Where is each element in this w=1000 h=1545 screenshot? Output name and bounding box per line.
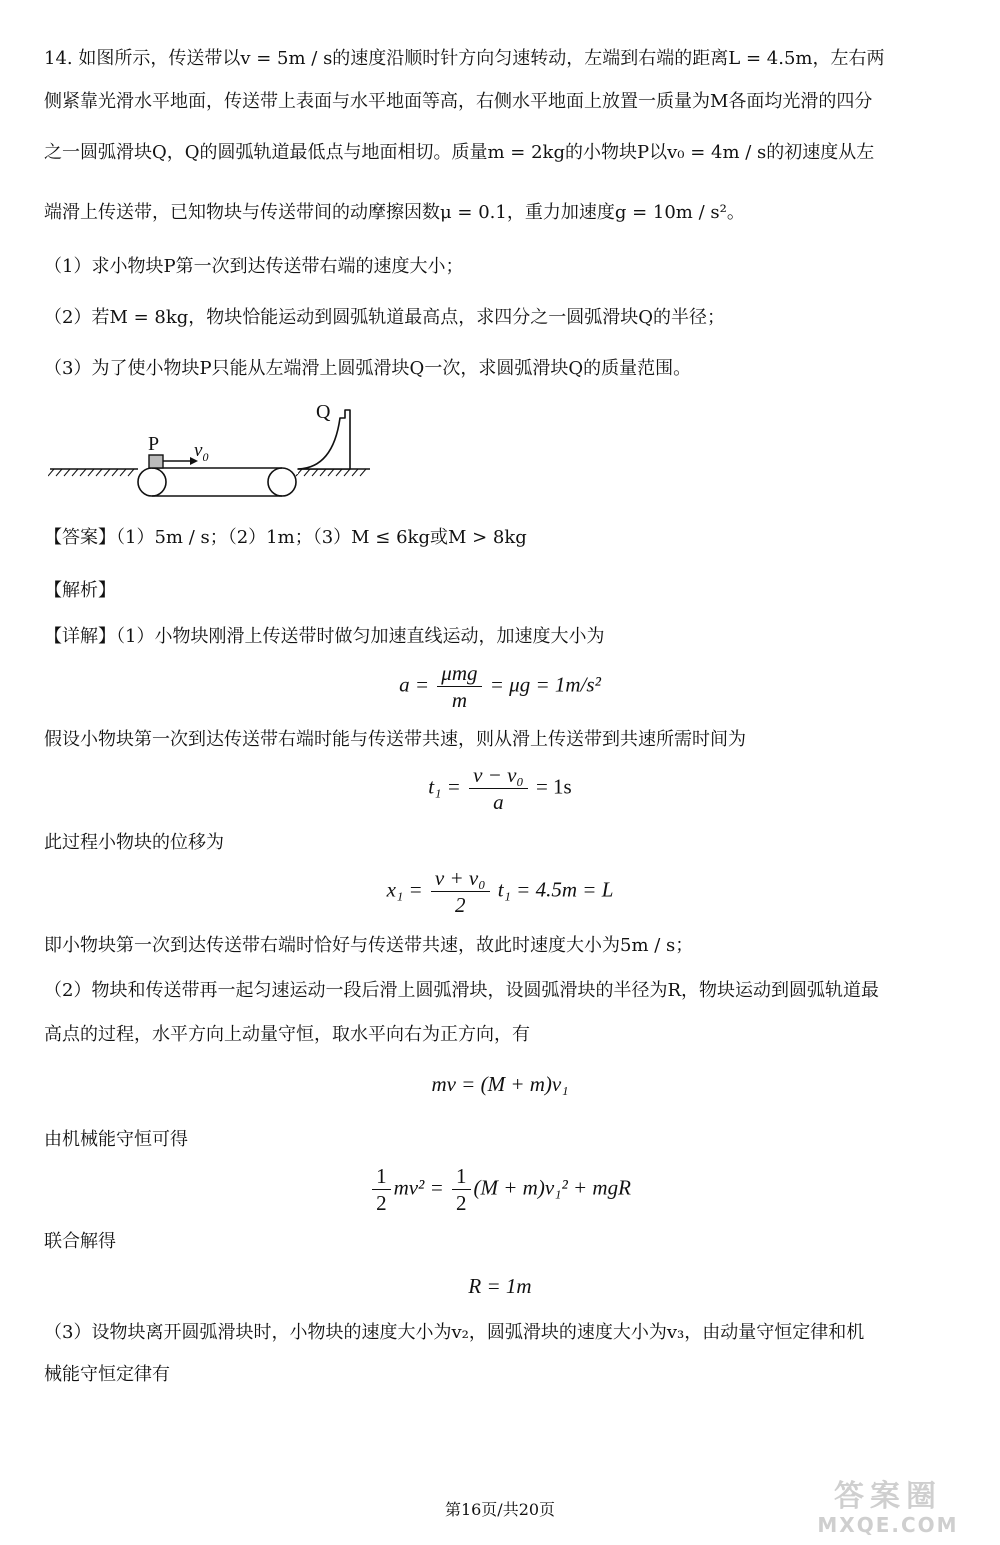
- label-p: P: [148, 433, 160, 455]
- watermark-top: 答案圈: [834, 1479, 942, 1514]
- watermark-bottom: MXQE.COM: [817, 1513, 959, 1537]
- solution-step-1: 【详解】（1）小物块刚滑上传送带时做匀加速直线运动，加速度大小为: [44, 626, 605, 647]
- equation-momentum: mv = (M + m)v₁: [431, 1072, 569, 1096]
- solution-step-6: 由机械能守恒可得: [44, 1129, 188, 1150]
- answer-line: 【答案】（1）5m / s；（2）1m；（3）M ≤ 6kg或M > 8kg: [44, 527, 527, 548]
- block-p: [149, 455, 163, 468]
- solution-step-8a: （3）设物块离开圆弧滑块时，小物块的速度大小为v₂，圆弧滑块的速度大小为v₃，由动量守恒定律和机: [44, 1322, 865, 1343]
- conveyor-figure: [48, 396, 378, 506]
- equation-time: t₁ = $\frac{\text{v − v₀}}{a}$ = 1s: [428, 763, 572, 814]
- right-pulley: [268, 468, 296, 496]
- watermark: [798, 1480, 978, 1540]
- solution-step-2: 假设小物块第一次到达传送带右端时能与传送带共速，则从滑上传送带到共速所需时间为: [44, 729, 746, 750]
- equation-radius: R = 1m: [468, 1274, 532, 1298]
- solution-step-7: 联合解得: [44, 1231, 116, 1252]
- problem-line-2: 侧紧靠光滑水平地面，传送带上表面与水平地面等高，右侧水平地面上放置一质量为M各面均光滑的四分: [44, 91, 873, 112]
- problem-line-4: 端滑上传送带，已知物块与传送带间的动摩擦因数μ = 0.1，重力加速度g = 10m / s²。: [44, 202, 745, 223]
- left-pulley: [138, 468, 166, 496]
- problem-line-1: 14. 如图所示，传送带以v = 5m / s的速度沿顺时针方向匀速转动，左端到右端的距离L = 4.5m，左右两: [44, 48, 885, 69]
- equation-displacement: x₁ = $\frac{\text{v + v₀}}{2}$ t₁ = 4.5m = L: [386, 866, 614, 917]
- question-1: （1）求小物块P第一次到达传送带右端的速度大小；: [44, 256, 464, 277]
- solution-step-4: 即小物块第一次到达传送带右端时恰好与传送带共速，故此时速度大小为5m / s；: [44, 935, 694, 956]
- label-v0: $v_0$: [194, 440, 209, 464]
- analysis-label: 【解析】: [44, 580, 116, 601]
- label-q: Q: [316, 401, 331, 423]
- page-footer: 第16页/共20页: [444, 1500, 556, 1519]
- question-3: （3）为了使小物块P只能从左端滑上圆弧滑块Q一次，求圆弧滑块Q的质量范围。: [44, 358, 692, 379]
- solution-step-8b: 械能守恒定律有: [44, 1364, 170, 1385]
- equation-energy: $\frac{1}{2}$ mv² = $\frac{1}{2}$ (M + m)v₁² + mgR: [0, 1163, 1000, 1216]
- equation-acceleration: a = $\frac{\text{μmg}}{m}$ = μg = 1m/s²: [399, 661, 601, 712]
- problem-line-3: 之一圆弧滑块Q，Q的圆弧轨道最低点与地面相切。质量m = 2kg的小物块P以v₀ = 4m / s的初速度从左: [44, 142, 875, 163]
- solution-step-3: 此过程小物块的位移为: [44, 832, 224, 853]
- solution-step-5a: （2）物块和传送带再一起匀速运动一段后滑上圆弧滑块，设圆弧滑块的半径为R，物块运动到圆弧轨道最: [44, 980, 879, 1001]
- question-2: （2）若M = 8kg，物块恰能运动到圆弧轨道最高点，求四分之一圆弧滑块Q的半径；: [44, 307, 726, 328]
- solution-step-5b: 高点的过程，水平方向上动量守恒，取水平向右为正方向，有: [44, 1024, 530, 1045]
